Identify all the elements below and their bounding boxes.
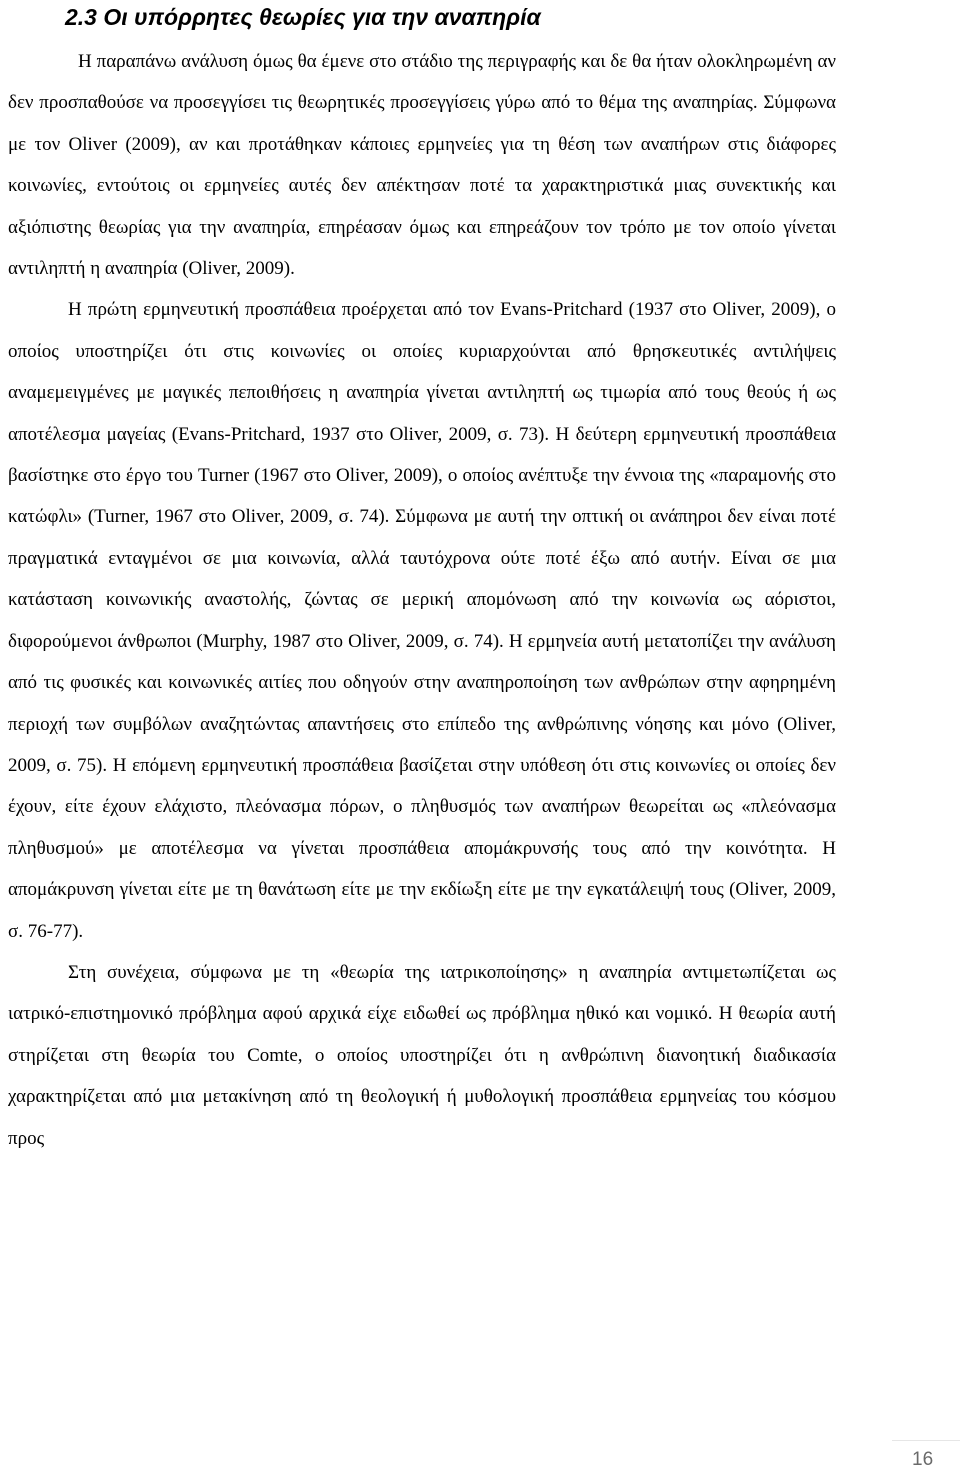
paragraph-1: Η παραπάνω ανάλυση όμως θα έμενε στο στάδιο της περιγραφής και δε θα ήταν ολοκληρωμένη αν δεν προσπαθούσε να προσεγγίσει τις θεωρητικές προσεγγίσεις γύρω από το θέμα της αναπηρίας. Σύμφωνα με τον Oliver (2009), αν και προτάθηκαν κάποιες ερμηνείες για τη θέση των αναπήρων στις διάφορες κοινωνίες, εντούτοις οι ερμηνείες αυτές δεν απέκτησαν ποτέ τα χαρακτηριστικά μιας συνεκτικής και αξιόπιστης θεωρίας για την αναπηρία, επηρέασαν όμως και επηρεάζουν τον τρόπο με τον οποίο γίνεται αντιληπτή η αναπηρία (Oliver, 2009). bbox=[8, 51, 836, 280]
body-text bbox=[8, 41, 836, 1159]
section-heading: 2.3 Οι υπόρρητες θεωρίες για την αναπηρία bbox=[65, 4, 541, 30]
paragraph-2: Η πρώτη ερμηνευτική προσπάθεια προέρχεται από τον Evans-Pritchard (1937 στο Oliver, 2009), ο οποίος υποστηρίζει ότι στις κοινωνίες οι οποίες κυριαρχούνται από θρησκευτικές αντιλήψεις αναμεμειγμένες με μαγικές πεποιθήσεις η αναπηρία γίνεται αντιληπτή ως τιμωρία από τους θεούς ή ως αποτέλεσμα μαγείας (Evans-Pritchard, 1937 στο Oliver, 2009, σ. 73). Η δεύτερη ερμηνευτική προσπάθεια βασίστηκε στο έργο του Turner (1967 στο Oliver, 2009), ο οποίος ανέπτυξε την έννοια της «παραμονής στο κατώφλι» (Turner, 1967 στο Oliver, 2009, σ. 74). Σύμφωνα με αυτή την οπτική οι ανάπηροι δεν είναι ποτέ πραγματικά ενταγμένοι σε μια κοινωνία, αλλά ταυτόχρονα ούτε ποτέ έξω από αυτήν. Είναι σε μια κατάσταση κοινωνικής αναστολής, ζώντας σε μερική απομόνωση από την κοινωνία ως αόριστοι, διφορούμενοι άνθρωποι (Murphy, 1987 στο Oliver, 2009, σ. 74). Η ερμηνεία αυτή μετατοπίζει την ανάλυση από τις φυσικές και κοινωνικές αιτίες που οδηγούν στην αναπηροποίηση των ανθρώπων στην αφηρημένη περιοχή των συμβόλων αναζητώντας απαντήσεις στο επίπεδο της ανθρώπινης νόησης και μόνο (Oliver, 2009, σ. 75). Η επόμενη ερμηνευτική προσπάθεια βασίζεται στην υπόθεση ότι στις κοινωνίες οι οποίες δεν έχουν, είτε έχουν ελάχιστο, πλεόνασμα πόρων, ο πληθυσμός των αναπήρων θεωρείται ως «πλεόνασμα πληθυσμού» με αποτέλεσμα να γίνεται προσπάθεια απομάκρυνσής τους από την κοινότητα. Η απομάκρυνση γίνεται είτε με τη θανάτωση είτε με την εκδίωξη είτε με την εγκατάλειψή τους (Oliver, 2009, σ. 76-77). bbox=[8, 299, 836, 942]
paragraph-3: Στη συνέχεια, σύμφωνα με τη «θεωρία της ιατρικοποίησης» η αναπηρία αντιμετωπίζεται ως ιατρικό-επιστημονικό πρόβλημα αφού αρχικά είχε ειδωθεί ως πρόβλημα ηθικό και νομικό. Η θεωρία αυτή στηρίζεται στη θεωρία του Comte, ο οποίος υποστηρίζει ότι η ανθρώπινη διανοητική διαδικασία χαρακτηρίζεται από μια μετακίνηση από τη θεολογική ή μυθολογική προσπάθεια ερμηνείας του κόσμου προς bbox=[8, 961, 836, 1149]
page-number: 16 bbox=[912, 1449, 934, 1470]
page-number-divider bbox=[892, 1440, 960, 1441]
